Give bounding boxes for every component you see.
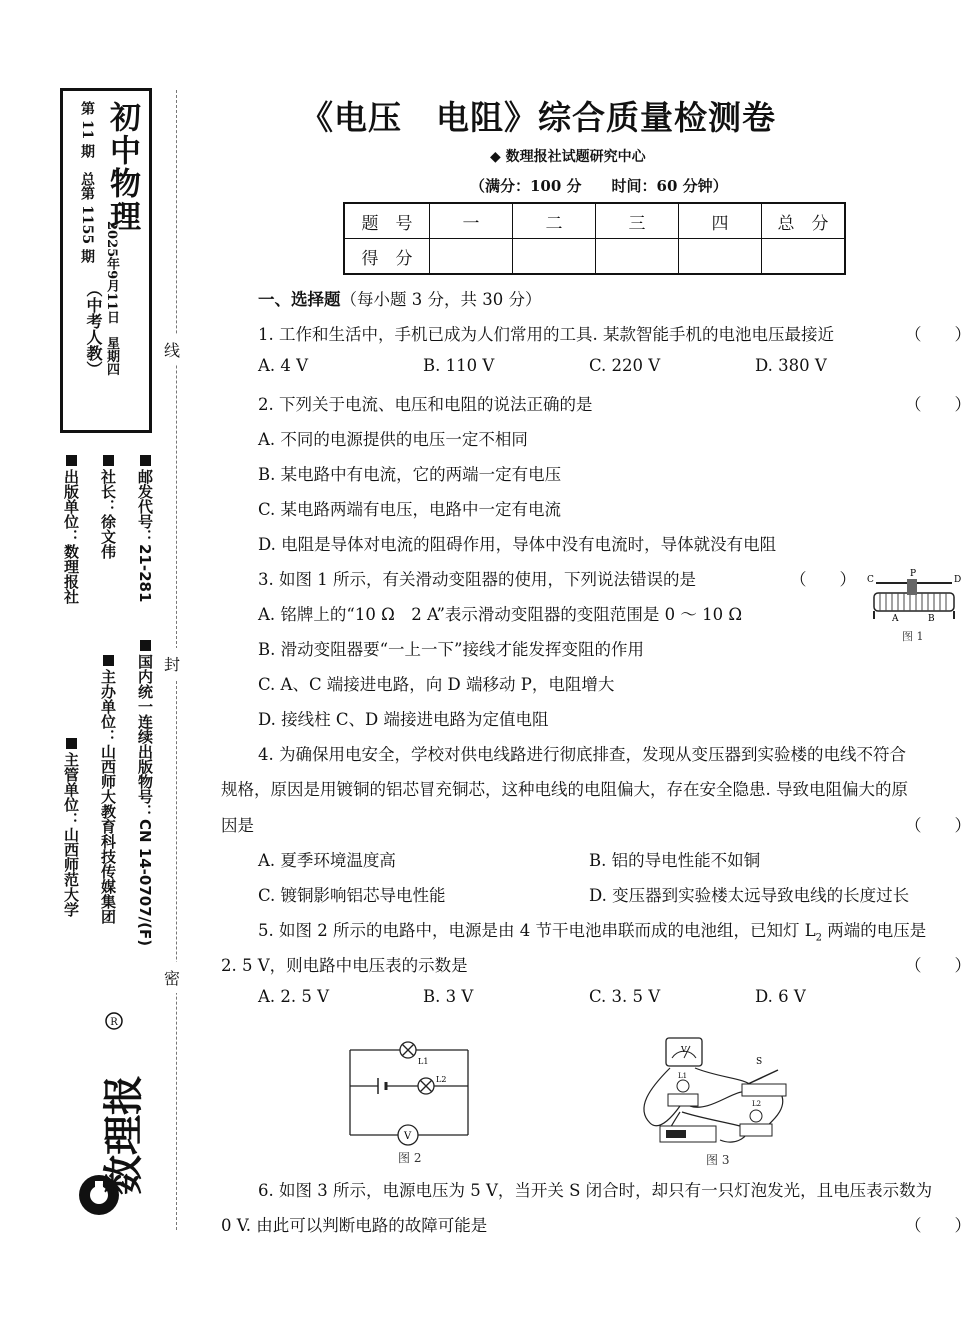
- option-q5-a: A. 2. 5 V: [258, 987, 330, 1006]
- question-6-stem-line-2: 0 V. 由此可以判断电路的故障可能是: [221, 1216, 488, 1235]
- option-q1-c: C. 220 V: [589, 356, 661, 375]
- page-title: 《电压 电阻》综合质量检测卷: [300, 98, 776, 137]
- score-header-cell: 四: [679, 203, 762, 239]
- fig1-label-a: A: [892, 614, 899, 624]
- option-q3-b: B. 滑动变阻器要“一上一下”接线才能发挥变阻的作用: [258, 640, 644, 659]
- option-q1-a: A. 4 V: [258, 356, 309, 375]
- svg-text:R: R: [110, 1017, 118, 1028]
- question-1-stem: 1. 工作和生活中，手机已成为人们常用的工具. 某款智能手机的电池电压最接近: [258, 325, 834, 344]
- option-q5-c: C. 3. 5 V: [589, 987, 661, 1006]
- answer-paren-1[interactable]: （ ）: [905, 325, 971, 344]
- fig1-label-d: D: [954, 575, 962, 585]
- answer-paren-6[interactable]: （ ）: [905, 1216, 971, 1235]
- score-header-cell: 题 号: [344, 203, 430, 239]
- option-q3-a: A. 铭牌上的“10 Ω 2 A”表示滑动变阻器的变阻范围是 0 ～ 10 Ω: [258, 605, 743, 624]
- masthead-title: 初中物理: [104, 101, 140, 233]
- option-q4-c: C. 镀铜影响铝芯导电性能: [258, 886, 446, 905]
- option-q2-d: D. 电阻是导体对电流的阻碍作用，导体中没有电流时，导体就没有电阻: [258, 535, 777, 554]
- fig1-label-p: P: [910, 569, 917, 579]
- author-line: ◆ 数理报社试题研究中心: [490, 149, 646, 165]
- fig3-label-l2: L2: [752, 1100, 762, 1108]
- figure-2-circuit: [340, 1040, 480, 1170]
- score-table-row: [344, 239, 845, 275]
- masthead-edition: （中考人教）: [84, 281, 103, 377]
- option-q3-d: D. 接线柱 C、D 端接进电路为定值电阻: [258, 710, 549, 729]
- option-q3-c: C. A、C 端接进电路，向 D 端移动 P，电阻增大: [258, 675, 615, 694]
- logo-text: 数理报: [100, 1075, 147, 1195]
- question-3-stem: 3. 如图 1 所示，有关滑动变阻器的使用，下列说法错误的是: [258, 570, 696, 589]
- option-q5-b: B. 3 V: [423, 987, 474, 1006]
- question-4-stem-line-2: 规格，原因是用镀铜的铝芯冒充铜芯，这种电线的电阻偏大，存在安全隐患. 导致电阻偏大的原: [221, 780, 908, 799]
- option-q4-d: D. 变压器到实验楼太远导致电线的长度过长: [589, 886, 910, 905]
- cut-word-line: 线: [164, 334, 180, 365]
- fig1-label-c: C: [867, 575, 874, 585]
- figure-2-caption: 图 2: [398, 1151, 422, 1165]
- question-6-stem-line-1: 6. 如图 3 所示，电源电压为 5 V，当开关 S 闭合时，却只有一只灯泡发光，且电压表示数为: [258, 1181, 933, 1200]
- cut-word-secret: 密: [164, 962, 180, 993]
- score-entry-cell[interactable]: [596, 239, 679, 275]
- answer-paren-4[interactable]: （ ）: [905, 816, 971, 835]
- fig2-label-l2: L2: [436, 1075, 447, 1084]
- question-5-stem-line-2: 2. 5 V，则电路中电压表的示数是: [221, 956, 468, 975]
- masthead-date: 2025年9月11日 星期四: [104, 221, 119, 376]
- question-5-stem-line-1: 5. 如图 2 所示的电路中，电源是由 4 节干电池串联而成的电池组，已知灯 $L_2$ 两端的电压是: [258, 921, 927, 944]
- figure-1-caption: 图 1: [902, 630, 924, 643]
- fig3-label-l1: L1: [678, 1072, 688, 1080]
- option-q2-b: B. 某电路中有电流，它的两端一定有电压: [258, 465, 562, 484]
- score-header-cell: 总 分: [762, 203, 846, 239]
- score-entry-cell[interactable]: [762, 239, 846, 275]
- question-4-stem-line-3: 因是: [221, 816, 254, 835]
- figure-3-caption: 图 3: [706, 1153, 730, 1167]
- option-q5-d: D. 6 V: [755, 987, 806, 1006]
- option-q2-a: A. 不同的电源提供的电压一定不相同: [258, 430, 528, 449]
- fig3-label-s: S: [756, 1057, 763, 1067]
- masthead-box: [60, 88, 152, 433]
- postal-code-line: 邮发代号：21-281: [135, 455, 156, 602]
- option-q1-b: B. 110 V: [423, 356, 495, 375]
- fig2-label-v: V: [404, 1131, 412, 1142]
- answer-paren-2[interactable]: （ ）: [905, 395, 971, 414]
- fig2-label-l1: L1: [418, 1057, 429, 1066]
- score-header-cell: 三: [596, 203, 679, 239]
- answer-paren-5[interactable]: （ ）: [905, 956, 971, 975]
- section-heading: 一、选择题（每小题 3 分，共 30 分）: [258, 290, 542, 309]
- score-entry-cell[interactable]: [679, 239, 762, 275]
- option-q4-b: B. 铝的导电性能不如铜: [589, 851, 761, 870]
- score-header-cell: 一: [430, 203, 513, 239]
- sponsor-line: 主办单位：山西师大教育科技传媒集团: [98, 655, 119, 924]
- score-table-row: [344, 203, 845, 239]
- masthead-issue: 第 11 期 总第 1155 期: [79, 101, 95, 263]
- option-q1-d: D. 380 V: [755, 356, 827, 375]
- fig3-label-v: V: [681, 1045, 687, 1054]
- option-q2-c: C. 某电路两端有电压，电路中一定有电流: [258, 500, 562, 519]
- option-q4-a: A. 夏季环境温度高: [258, 851, 396, 870]
- score-table: [343, 202, 846, 275]
- cut-word-seal: 封: [164, 648, 180, 679]
- cn-number-line: 国内统一连续出版物号：CN 14-0707/(F): [135, 640, 156, 946]
- newspaper-logo: [66, 1005, 147, 1220]
- score-header-cell: 二: [513, 203, 596, 239]
- question-4-stem-line-1: 4. 为确保用电安全，学校对供电线路进行彻底排查，发现从变压器到实验楼的电线不符合: [258, 745, 906, 764]
- figure-1-rheostat: [862, 567, 967, 647]
- fig1-label-b: B: [928, 614, 935, 624]
- exam-meta: （满分：100 分 时间：60 分钟）: [470, 177, 728, 195]
- score-entry-cell[interactable]: [513, 239, 596, 275]
- answer-paren-3[interactable]: （ ）: [790, 570, 856, 589]
- publisher-line: 出版单位：数理报社: [61, 455, 82, 604]
- president-line: 社长：徐文伟: [98, 455, 119, 559]
- supervisor-line: 主管单位：山西师范大学: [61, 738, 82, 917]
- figure-3-circuit: [630, 1028, 800, 1168]
- score-entry-cell[interactable]: [430, 239, 513, 275]
- score-label-cell: 得 分: [344, 239, 430, 275]
- question-2-stem: 2. 下列关于电流、电压和电阻的说法正确的是: [258, 395, 593, 414]
